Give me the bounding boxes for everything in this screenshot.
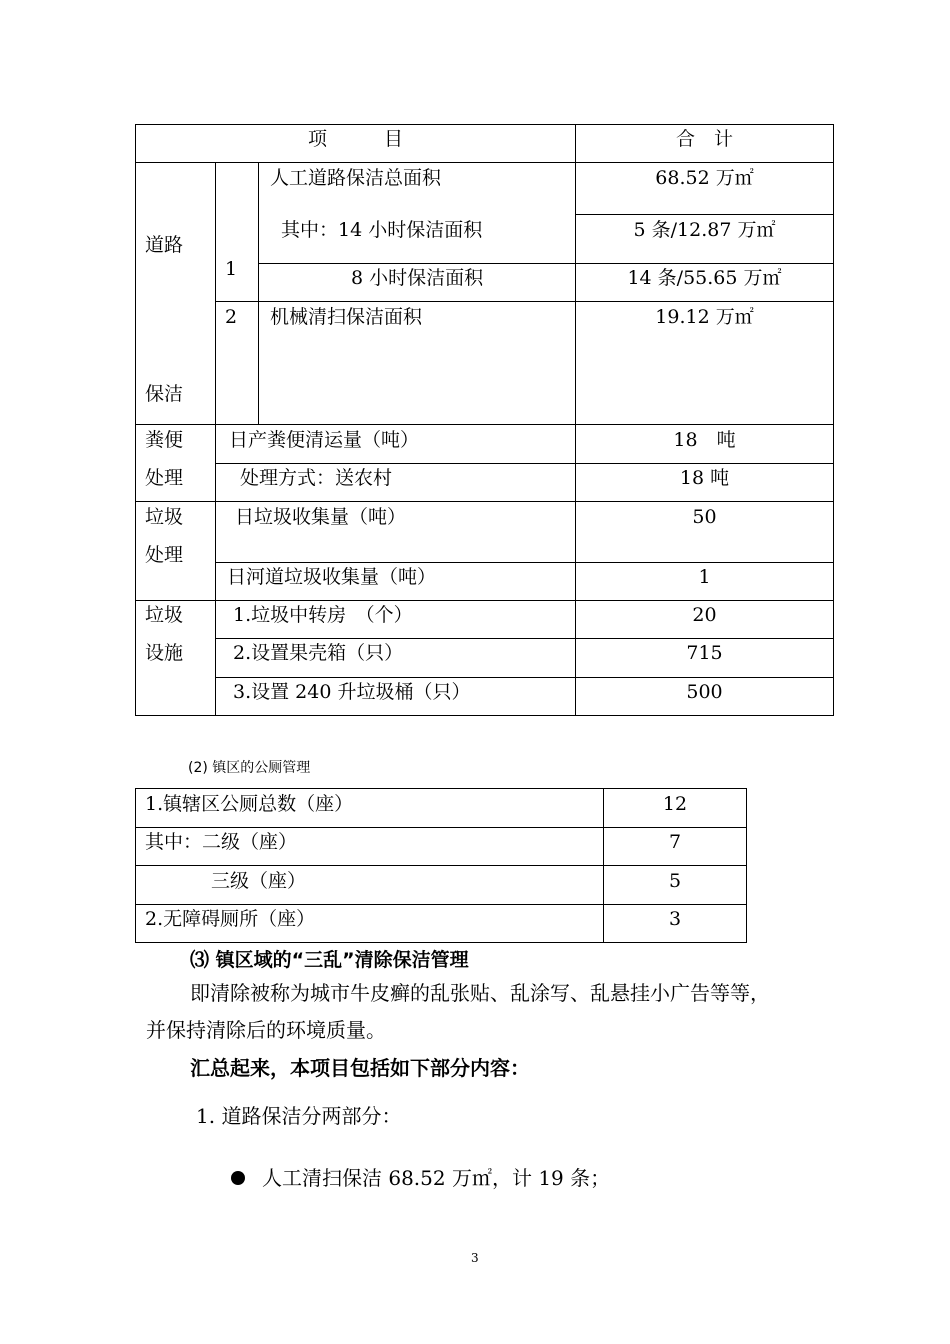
table-row-item: 日垃圾收集量（吨）	[235, 506, 407, 528]
section-3-paragraph-line-1: 即清除被称为城市牛皮癣的乱张贴、乱涂写、乱悬挂小广告等等，	[190, 981, 770, 1005]
table-row-item: 日河道垃圾收集量（吨）	[227, 566, 437, 588]
table-row-item: 1.垃圾中转房 （个）	[233, 604, 413, 626]
group-label-garbage-top: 垃圾	[145, 506, 184, 528]
group-label-facilities-top: 垃圾	[145, 604, 184, 626]
group-label-feces-bottom: 处理	[145, 467, 184, 489]
table-row-value: 18 吨	[673, 429, 736, 451]
section-2-caption: (2) 镇区的公厕管理	[188, 760, 311, 776]
table-row-value: 14 条/55.65 万㎡	[627, 267, 782, 289]
table-row-item: 日产粪便清运量（吨）	[229, 429, 420, 451]
table-row-item: 2.无障碍厕所（座）	[145, 908, 316, 930]
section-3-paragraph-line-2: 并保持清除后的环境质量。	[146, 1018, 386, 1042]
group-label-garbage-bottom: 处理	[145, 544, 184, 566]
section-3-heading: ⑶ 镇区域的“三乱”清除保洁管理	[190, 949, 469, 971]
table-row-item: 人工道路保洁总面积	[270, 167, 442, 189]
table-row-item: 8 小时保洁面积	[351, 267, 484, 289]
table-row-value: 5	[668, 870, 682, 892]
row-number-1: 1	[225, 258, 238, 280]
table-header-item: 项 目	[307, 128, 403, 150]
row-number-2: 2	[225, 306, 238, 328]
bullet-dot-icon	[231, 1171, 245, 1185]
table-header-total: 合 计	[675, 128, 733, 150]
page-number: 3	[471, 1251, 479, 1265]
table-row-item: 1.镇辖区公厕总数（座）	[145, 793, 354, 815]
group-label-road-top: 道路	[145, 234, 184, 256]
table-row-item: 其中：二级（座）	[145, 831, 298, 853]
table-row-value: 19.12 万㎡	[655, 306, 754, 328]
table-row-value: 7	[668, 831, 682, 853]
table-row-item: 2.设置果壳箱（只）	[233, 642, 404, 664]
table-row-item: 三级（座）	[211, 870, 307, 892]
group-label-facilities-bottom: 设施	[145, 642, 184, 664]
table-row-value: 1	[698, 566, 711, 588]
table-row-value: 50	[692, 506, 717, 528]
summary-list-item-1: 1. 道路保洁分两部分：	[196, 1104, 402, 1128]
table-row-item: 3.设置 240 升垃圾桶（只）	[233, 681, 471, 703]
table-row-value: 20	[692, 604, 717, 626]
group-label-road-bottom: 保洁	[145, 383, 184, 405]
summary-bullet-1: 人工清扫保洁 68.52 万㎡，计 19 条；	[262, 1166, 611, 1190]
table-row-item: 处理方式：送农村	[240, 467, 393, 489]
table-row-value: 12	[662, 793, 688, 815]
table-row-value: 500	[686, 681, 723, 703]
group-label-feces-top: 粪便	[145, 429, 184, 451]
table-row-value: 68.52 万㎡	[655, 167, 754, 189]
table-row-value: 3	[668, 908, 682, 930]
table-row-item: 机械清扫保洁面积	[270, 306, 423, 328]
table-row-item: 其中：14 小时保洁面积	[281, 219, 483, 241]
summary-heading: 汇总起来，本项目包括如下部分内容：	[190, 1056, 530, 1080]
table-row-value: 715	[686, 642, 723, 664]
table-row-value: 18 吨	[679, 467, 730, 489]
table-row-value: 5 条/12.87 万㎡	[633, 219, 776, 241]
